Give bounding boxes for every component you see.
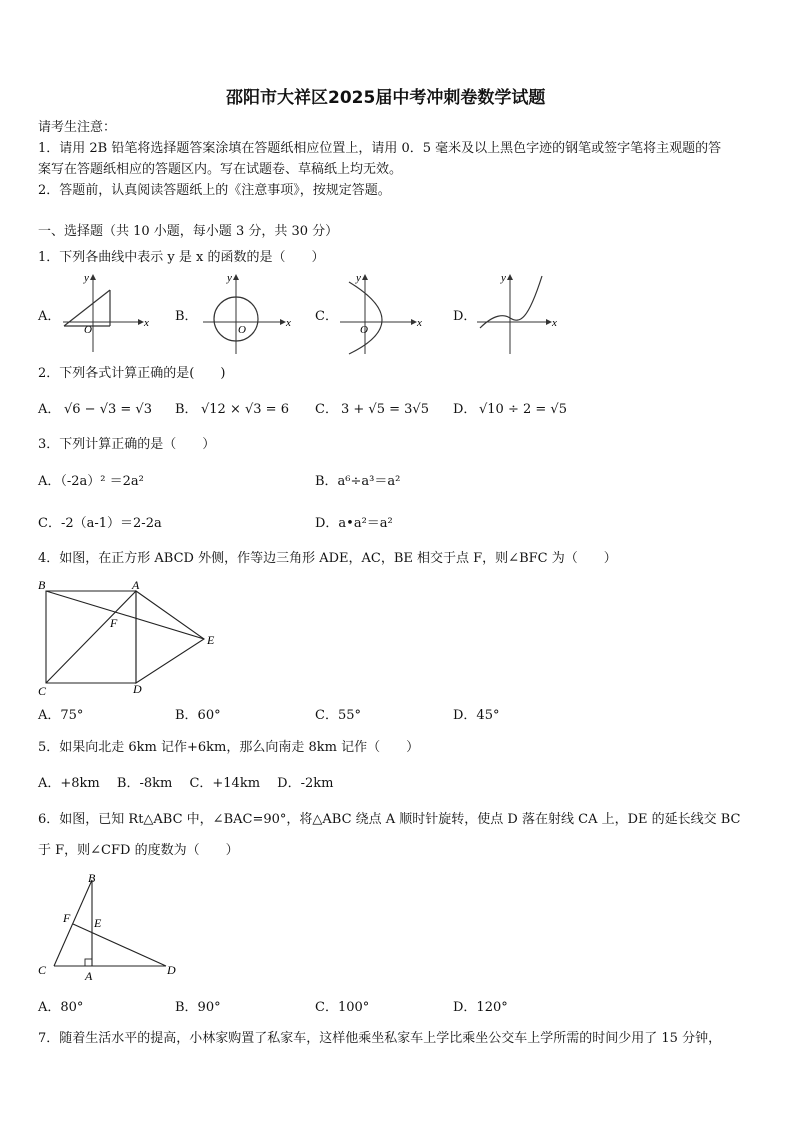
- q4-label-a: A: [132, 578, 140, 592]
- q6-stem-line-2: 于 F，则∠CFD 的度数为（ ）: [38, 843, 239, 858]
- q2-stem: 2．下列各式计算正确的是( ): [38, 366, 226, 381]
- q1a-origin-label: O: [84, 324, 92, 336]
- q2-option-a-label: A．: [38, 402, 61, 417]
- q4-label-c: C: [38, 684, 47, 698]
- q1-option-d-label: D．: [453, 309, 477, 324]
- q4-option-b: B．60°: [175, 708, 221, 723]
- q1-option-b-label: B．: [175, 309, 198, 324]
- q1-option-a-label: A．: [38, 309, 61, 324]
- q2-option-b-expr: √12 × √3 = 6: [201, 402, 289, 417]
- q6-option-d: D．120°: [453, 1000, 508, 1015]
- q3-option-b: B．a⁶÷a³＝a²: [315, 474, 401, 489]
- q1b-axis-y-label: y: [227, 272, 232, 284]
- q2-option-b-label: B．: [175, 402, 198, 417]
- q6-option-a: A．80°: [38, 1000, 84, 1015]
- q1b-origin-label: O: [238, 324, 246, 336]
- notice-line-3: 2．答题前，认真阅读答题纸上的《注意事项》，按规定答题。: [38, 183, 391, 198]
- q5-stem: 5．如果向北走 6km 记作+6km，那么向南走 8km 记作（ ）: [38, 740, 420, 755]
- q6-label-b: B: [88, 871, 96, 885]
- q1-stem: 1．下列各曲线中表示 y 是 x 的函数的是（ ）: [38, 250, 325, 265]
- q4-option-a: A．75°: [38, 708, 84, 723]
- q6-label-c: C: [38, 963, 47, 977]
- q1d-axis-y-label: y: [501, 272, 506, 284]
- q6-label-d: D: [167, 963, 176, 977]
- q1c-axis-y-label: y: [356, 272, 361, 284]
- section-heading: 一、选择题（共 10 小题，每小题 3 分，共 30 分）: [38, 224, 339, 239]
- q1c-axis-x-label: x: [417, 317, 422, 329]
- q7-stem: 7．随着生活水平的提高，小林家购置了私家车，这样他乘坐私家车上学比乘坐公交车上学所需的时间少用了 15 分钟，: [38, 1031, 722, 1046]
- q1b-axis-x-label: x: [286, 317, 291, 329]
- q6-stem-line-1: 6．如图，已知 Rt△ABC 中，∠BAC=90°，将△ABC 绕点 A 顺时针旋转，使点 D 落在射线 CA 上，DE 的延长线交 BC: [38, 812, 741, 827]
- q6-label-f: F: [63, 911, 71, 925]
- q1c-origin-label: O: [360, 324, 368, 336]
- q1d-axis-x-label: x: [552, 317, 557, 329]
- q1a-axis-y-label: y: [84, 272, 89, 284]
- q6-option-c: C．100°: [315, 1000, 370, 1015]
- q6-option-b: B．90°: [175, 1000, 221, 1015]
- q4-stem: 4．如图，在正方形 ABCD 外侧，作等边三角形 ADE，AC，BE 相交于点 F，则∠BFC 为（ ）: [38, 551, 617, 566]
- q2-option-c-expr: 3 + √5 = 3√5: [341, 402, 429, 417]
- notice-heading: 请考生注意：: [38, 120, 117, 135]
- page-title: 邵阳市大祥区2025届中考冲刺卷数学试题: [226, 88, 546, 108]
- q2-option-d-label: D．: [453, 402, 477, 417]
- q2-option-d-expr: √10 ÷ 2 = √5: [479, 402, 567, 417]
- q6-label-a: A: [85, 969, 93, 983]
- q4-option-d: D．45°: [453, 708, 500, 723]
- q6-label-e: E: [94, 916, 102, 930]
- q3-option-a: A．（-2a）² ＝2a²: [38, 474, 144, 489]
- q2-option-c-label: C．: [315, 402, 338, 417]
- q1-option-c-label: C．: [315, 309, 338, 324]
- q1-graph-c: [335, 272, 430, 357]
- q1-graph-d: [472, 272, 567, 357]
- notice-line-1: 1．请用 2B 铅笔将选择题答案涂填在答题纸相应位置上，请用 0．5 毫米及以上黑色字迹的钢笔或签字笔将主观题的答: [38, 141, 722, 156]
- q4-option-c: C．55°: [315, 708, 361, 723]
- q1a-axis-x-label: x: [144, 317, 149, 329]
- q4-label-d: D: [133, 682, 142, 696]
- notice-line-2: 案写在答题纸相应的答题区内。写在试题卷、草稿纸上均无效。: [38, 162, 403, 177]
- q3-option-c: C．-2（a-1）＝2-2a: [38, 516, 162, 531]
- q6-triangle-figure: [36, 872, 186, 987]
- q4-square-figure: [36, 575, 226, 700]
- q4-label-e: E: [207, 633, 215, 647]
- q3-stem: 3．下列计算正确的是（ ）: [38, 437, 216, 452]
- q3-option-d: D．a•a²＝a²: [315, 516, 393, 531]
- q1-graph-b: [198, 272, 293, 357]
- q4-label-b: B: [38, 578, 46, 592]
- q2-option-a-expr: √6 − √3 = √3: [64, 402, 152, 417]
- q1-graph-a: [58, 272, 153, 357]
- q5-options: A．+8km B．-8km C．+14km D．-2km: [38, 776, 334, 791]
- q4-label-f: F: [110, 616, 118, 630]
